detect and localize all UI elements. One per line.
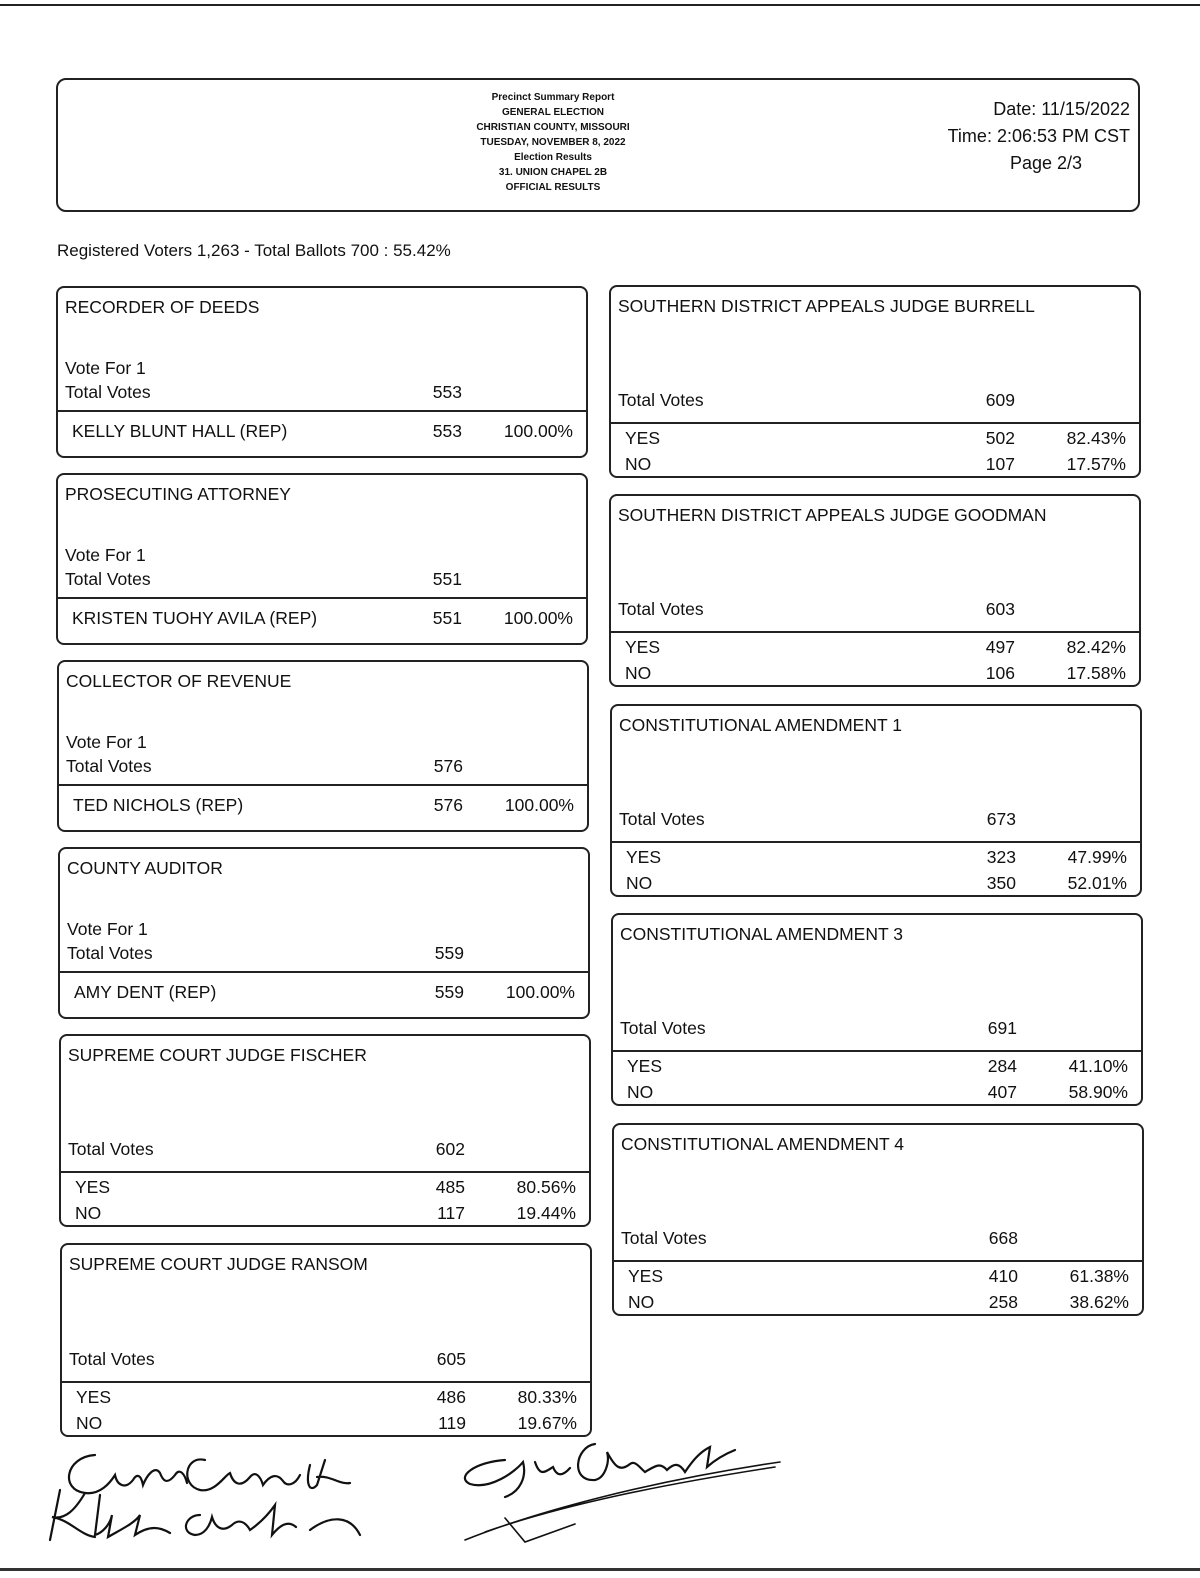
choice-votes: 576: [433, 795, 463, 815]
choice-percent: 19.67%: [517, 1413, 577, 1433]
total-votes-label: Total Votes: [68, 1139, 154, 1159]
race-box: [609, 285, 1141, 478]
divider: [58, 410, 586, 412]
choice-label: KELLY BLUNT HALL (REP): [72, 421, 288, 441]
race-title: SUPREME COURT JUDGE RANSOM: [69, 1254, 368, 1274]
vote-for-label: Vote For 1: [65, 358, 146, 378]
choice-votes: 350: [986, 873, 1016, 893]
total-votes-label: Total Votes: [618, 390, 704, 410]
race-title: CONSTITUTIONAL AMENDMENT 1: [619, 715, 902, 735]
choice-percent: 17.57%: [1066, 454, 1126, 474]
signature-jim-russell: [445, 1432, 795, 1552]
total-votes-label: Total Votes: [67, 943, 153, 963]
choice-percent: 19.44%: [516, 1203, 576, 1223]
choice-label: YES: [625, 428, 661, 448]
report-line: TUESDAY, NOVEMBER 8, 2022: [480, 137, 626, 148]
race-title: COUNTY AUDITOR: [67, 858, 223, 878]
total-votes-label: Total Votes: [65, 382, 151, 402]
choice-label: YES: [625, 637, 661, 657]
choice-label: YES: [628, 1266, 664, 1286]
total-votes-label: Total Votes: [619, 809, 705, 829]
race-box: [611, 913, 1143, 1106]
report-line: Election Results: [514, 152, 592, 163]
report-meta: [910, 96, 1130, 177]
total-votes-count: 602: [435, 1139, 465, 1159]
race-title: SOUTHERN DISTRICT APPEALS JUDGE BURRELL: [618, 296, 1035, 316]
turnout-summary: Registered Voters 1,263 - Total Ballots 700 : 55.42%: [57, 241, 451, 260]
choice-percent: 100.00%: [504, 795, 574, 815]
choice-votes: 497: [985, 637, 1015, 657]
report-line: OFFICIAL RESULTS: [505, 182, 601, 193]
choice-percent: 52.01%: [1067, 873, 1127, 893]
choice-percent: 100.00%: [505, 982, 575, 1002]
choice-votes: 323: [986, 847, 1016, 867]
divider: [613, 1050, 1141, 1052]
choice-percent: 100.00%: [503, 608, 573, 628]
divider: [612, 841, 1140, 843]
signature-kelli-smith: [40, 1485, 400, 1545]
choice-votes: 117: [437, 1203, 465, 1223]
divider: [611, 422, 1139, 424]
choice-percent: 100.00%: [503, 421, 573, 441]
divider: [58, 597, 586, 599]
race-title: SUPREME COURT JUDGE FISCHER: [68, 1045, 367, 1065]
total-votes-label: Total Votes: [621, 1228, 707, 1248]
total-votes-count: 668: [988, 1228, 1018, 1248]
total-votes-count: 673: [986, 809, 1016, 829]
report-date: Date: 11/15/2022: [993, 99, 1130, 119]
divider: [611, 631, 1139, 633]
choice-percent: 82.43%: [1066, 428, 1126, 448]
total-votes-count: 553: [432, 382, 462, 402]
report-title-block: [398, 90, 708, 195]
choice-label: KRISTEN TUOHY AVILA (REP): [72, 608, 318, 628]
choice-label: YES: [627, 1056, 663, 1076]
race-box: [56, 286, 588, 458]
choice-percent: 82.42%: [1066, 637, 1126, 657]
vote-for-label: Vote For 1: [67, 919, 148, 939]
race-box: [60, 1243, 592, 1437]
choice-label: YES: [75, 1177, 111, 1197]
choice-votes: 284: [987, 1056, 1017, 1076]
total-votes-label: Total Votes: [65, 569, 151, 589]
race-box: [56, 473, 588, 645]
choice-votes: 106: [985, 663, 1015, 683]
choice-label: NO: [627, 1082, 654, 1102]
choice-votes: 551: [432, 608, 462, 628]
choice-percent: 47.99%: [1067, 847, 1127, 867]
choice-label: AMY DENT (REP): [74, 982, 217, 1002]
total-votes-label: Total Votes: [618, 599, 704, 619]
choice-votes: 553: [432, 421, 462, 441]
choice-label: TED NICHOLS (REP): [73, 795, 244, 815]
choice-votes: 502: [985, 428, 1015, 448]
total-votes-label: Total Votes: [620, 1018, 706, 1038]
choice-percent: 80.33%: [517, 1387, 577, 1407]
race-box: [58, 847, 590, 1019]
divider: [60, 971, 588, 973]
choice-label: NO: [76, 1413, 103, 1433]
vote-for-label: Vote For 1: [66, 732, 147, 752]
vote-for-label: Vote For 1: [65, 545, 146, 565]
choice-votes: 119: [438, 1413, 466, 1433]
choice-label: NO: [625, 454, 652, 474]
choice-label: NO: [626, 873, 653, 893]
choice-percent: 58.90%: [1068, 1082, 1128, 1102]
choice-percent: 61.38%: [1069, 1266, 1129, 1286]
choice-percent: 41.10%: [1068, 1056, 1128, 1076]
report-line: GENERAL ELECTION: [501, 107, 605, 118]
race-box: [612, 1123, 1144, 1316]
choice-label: YES: [76, 1387, 112, 1407]
race-title: RECORDER OF DEEDS: [65, 297, 260, 317]
choice-votes: 485: [435, 1177, 465, 1197]
choice-percent: 38.62%: [1069, 1292, 1129, 1312]
choice-label: NO: [75, 1203, 102, 1223]
scan-edge-top: [0, 4, 1200, 6]
report-line: 31. UNION CHAPEL 2B: [498, 167, 608, 178]
scan-edge-bottom: [0, 1568, 1200, 1571]
report-time: Time: 2:06:53 PM CST: [947, 126, 1130, 146]
choice-votes: 486: [436, 1387, 466, 1407]
report-line: Precinct Summary Report: [491, 92, 615, 103]
race-box: [59, 1034, 591, 1227]
choice-votes: 410: [988, 1266, 1018, 1286]
choice-percent: 17.58%: [1066, 663, 1126, 683]
race-title: COLLECTOR OF REVENUE: [66, 671, 292, 691]
divider: [62, 1381, 590, 1383]
choice-votes: 407: [987, 1082, 1017, 1102]
total-votes-count: 605: [436, 1349, 466, 1369]
page-number: Page 2/3: [1009, 153, 1082, 173]
divider: [614, 1260, 1142, 1262]
total-votes-count: 691: [987, 1018, 1017, 1038]
total-votes-label: Total Votes: [66, 756, 152, 776]
race-title: PROSECUTING ATTORNEY: [65, 484, 291, 504]
total-votes-label: Total Votes: [69, 1349, 155, 1369]
race-box: [609, 494, 1141, 687]
divider: [61, 1171, 589, 1173]
choice-label: NO: [625, 663, 652, 683]
choice-label: NO: [628, 1292, 655, 1312]
choice-votes: 107: [985, 454, 1015, 474]
total-votes-count: 603: [985, 599, 1015, 619]
choice-percent: 80.56%: [516, 1177, 576, 1197]
total-votes-count: 609: [985, 390, 1015, 410]
total-votes-count: 551: [432, 569, 462, 589]
choice-votes: 258: [988, 1292, 1018, 1312]
race-box: [610, 704, 1142, 897]
race-title: CONSTITUTIONAL AMENDMENT 4: [621, 1134, 904, 1154]
total-votes-count: 576: [433, 756, 463, 776]
choice-label: YES: [626, 847, 662, 867]
race-box: [57, 660, 589, 832]
total-votes-count: 559: [434, 943, 464, 963]
race-title: CONSTITUTIONAL AMENDMENT 3: [620, 924, 903, 944]
divider: [59, 784, 587, 786]
report-header: [56, 78, 1140, 212]
race-title: SOUTHERN DISTRICT APPEALS JUDGE GOODMAN: [618, 505, 1047, 525]
report-line: CHRISTIAN COUNTY, MISSOURI: [476, 122, 630, 133]
choice-votes: 559: [434, 982, 464, 1002]
